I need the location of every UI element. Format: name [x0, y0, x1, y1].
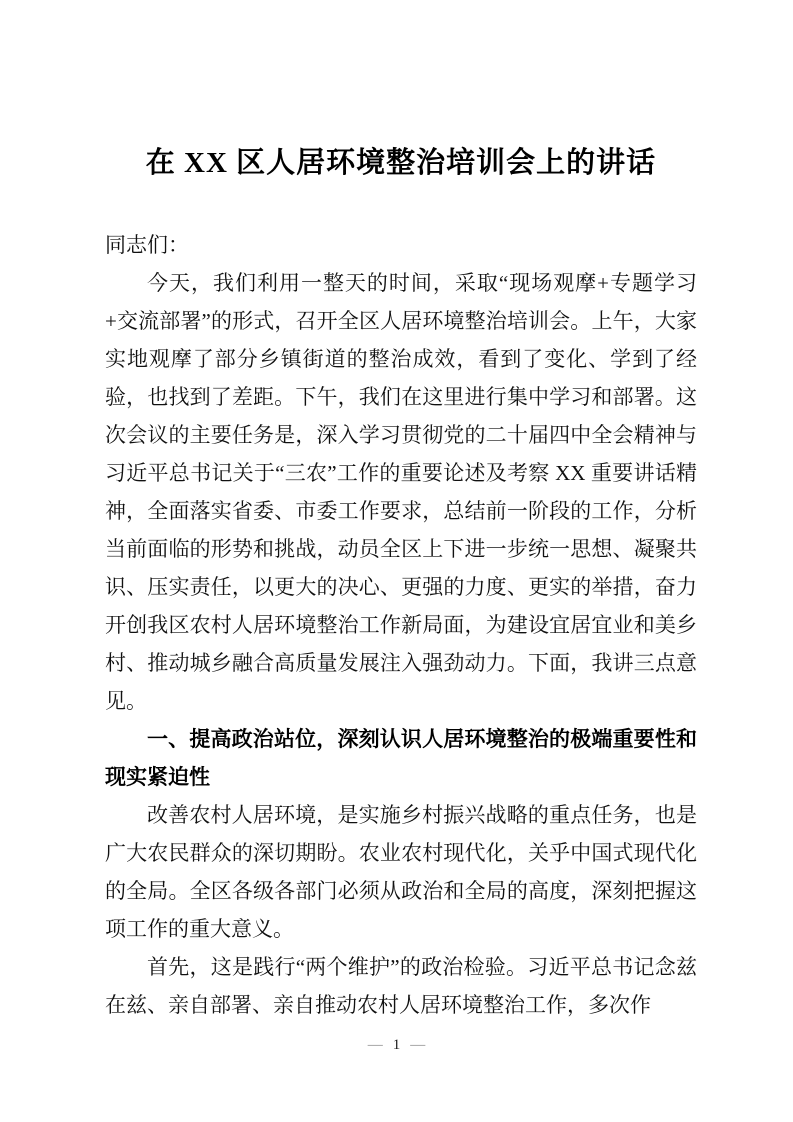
document-content	[105, 0, 697, 1024]
paragraph-first-point: 首先，这是践行“两个维护”的政治检验。习近平总书记念兹在兹、亲自部署、亲自推动农村人居环境整治工作，多次作	[105, 955, 697, 1017]
document-title: 在 XX 区人居环境整治培训会上的讲话	[145, 147, 657, 179]
footer-left-dash: —	[367, 1037, 383, 1053]
footer-right-dash: —	[410, 1037, 426, 1053]
page-footer	[0, 1032, 793, 1058]
page-number: 1	[392, 1037, 401, 1053]
paragraph-importance: 改善农村人居环境，是实施乡村振兴战略的重点任务，也是广大农民群众的深切期盼。农业农村现代化，关乎中国式现代化的全局。全区各级各部门必须从政治和全局的高度，深刻把握这项工作的重大意义。	[105, 803, 697, 941]
salutation: 同志们：	[105, 233, 189, 257]
section-heading-1: 一、提高政治站位，深刻认识人居环境整治的极端重要性和现实紧迫性	[105, 727, 697, 789]
paragraph-intro: 今天，我们利用一整天的时间，采取“现场观摩+专题学习+交流部署”的形式，召开全区人居环境整治培训会。上午，大家实地观摩了部分乡镇街道的整治成效，看到了变化、学到了经验，也找到了差距。下午，我们在这里进行集中学习和部署。这次会议的主要任务是，深入学习贯彻党的二十届四中全会精神与习近平总书记关于“三农”工作的重要论述及考察 XX 重要讲话精神，全面落实省委、市委工作要求，总结前一阶段的工作，分析当前面临的形势和挑战，动员全区上下进一步统一思想、凝聚共识、压实责任，以更大的决心、更强的力度、更实的举措，奋力开创我区农村人居环境整治工作新局面，为建设宜居宜业和美乡村、推动城乡融合高质量发展注入强劲动力。下面，我讲三点意见。	[105, 271, 697, 713]
